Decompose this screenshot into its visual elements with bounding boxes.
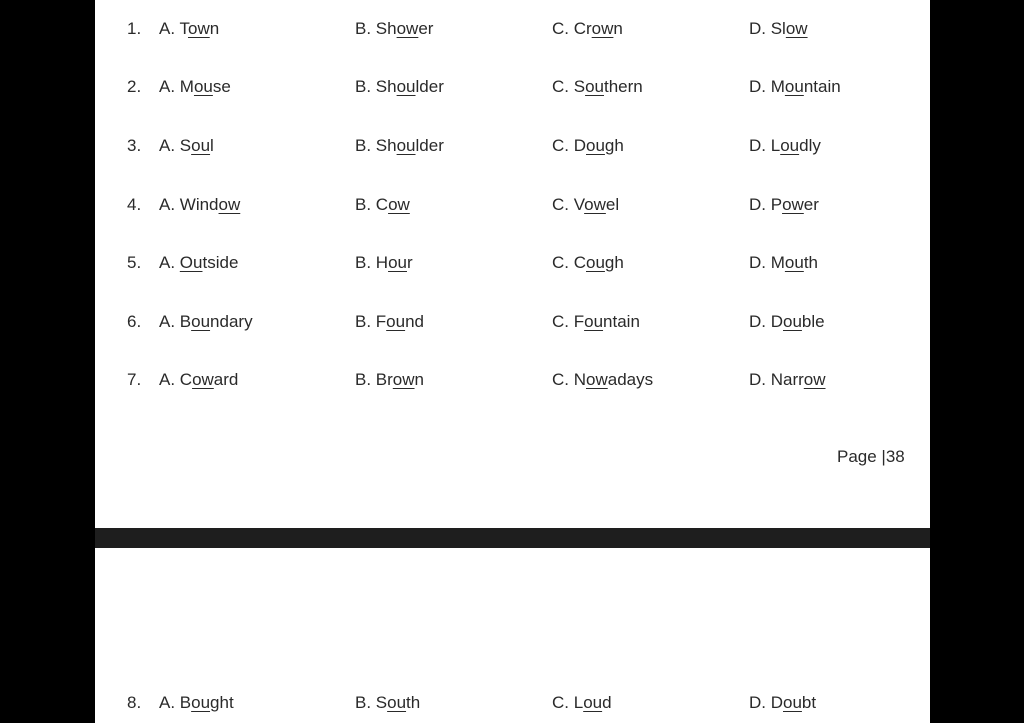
- option-a: A. Soul: [159, 136, 214, 155]
- option-c: C. Loud: [552, 693, 612, 712]
- question-number: 1.: [127, 19, 142, 38]
- page-number: Page |38: [837, 447, 905, 466]
- question-row: [95, 693, 930, 719]
- question-number: 3.: [127, 136, 142, 155]
- option-d: D. Narrow: [749, 370, 826, 389]
- question-number: 4.: [127, 195, 142, 214]
- option-c: C. Vowel: [552, 195, 620, 214]
- option-b: B. Cow: [355, 195, 410, 214]
- question-number: 7.: [127, 370, 142, 389]
- option-c: C. Nowadays: [552, 370, 654, 389]
- option-a: A. Mouse: [159, 77, 231, 96]
- option-a: A. Bought: [159, 693, 234, 712]
- question-row: [95, 136, 930, 162]
- option-c: C. Southern: [552, 77, 643, 96]
- option-b: B. Hour: [355, 253, 413, 272]
- option-b: B. Shoulder: [355, 77, 444, 96]
- page-separator: [95, 528, 930, 548]
- question-row: [95, 19, 930, 45]
- option-d: D. Power: [749, 195, 819, 214]
- option-c: C. Cough: [552, 253, 624, 272]
- option-d: D. Slow: [749, 19, 808, 38]
- option-a: A. Window: [159, 195, 241, 214]
- option-b: B. Shoulder: [355, 136, 444, 155]
- question-number: 8.: [127, 693, 142, 712]
- option-b: B. Brown: [355, 370, 424, 389]
- question-row: [95, 370, 930, 396]
- question-number: 2.: [127, 77, 142, 96]
- option-d: D. Loudly: [749, 136, 821, 155]
- question-row: [95, 77, 930, 103]
- option-b: B. South: [355, 693, 421, 712]
- question-row: [95, 195, 930, 221]
- option-a: A. Outside: [159, 253, 239, 272]
- option-c: C. Crown: [552, 19, 623, 38]
- option-d: D. Doubt: [749, 693, 817, 712]
- question-number: 6.: [127, 312, 142, 331]
- next-page: [95, 548, 930, 723]
- option-d: D. Double: [749, 312, 825, 331]
- option-a: A. Town: [159, 19, 220, 38]
- option-c: C. Dough: [552, 136, 624, 155]
- question-row: [95, 312, 930, 338]
- option-b: B. Found: [355, 312, 425, 331]
- option-d: D. Mountain: [749, 77, 841, 96]
- worksheet-page: [95, 0, 930, 528]
- option-a: A. Coward: [159, 370, 239, 389]
- option-a: A. Boundary: [159, 312, 253, 331]
- question-row: [95, 253, 930, 279]
- option-d: D. Mouth: [749, 253, 818, 272]
- option-b: B. Shower: [355, 19, 434, 38]
- option-c: C. Fountain: [552, 312, 640, 331]
- question-number: 5.: [127, 253, 142, 272]
